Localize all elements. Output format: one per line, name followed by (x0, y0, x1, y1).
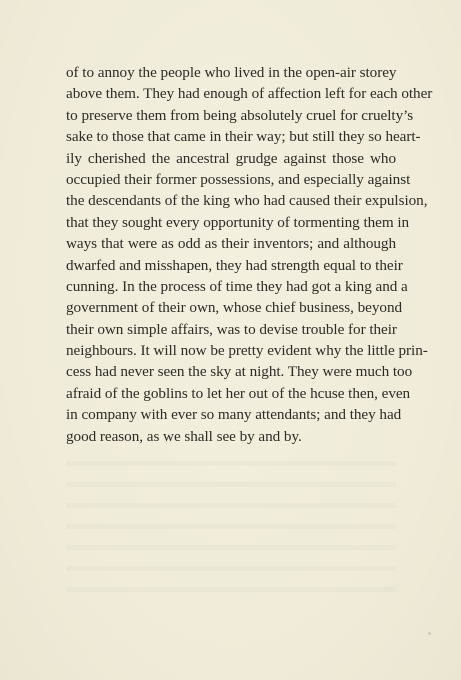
page-text (66, 62, 433, 447)
text-line: above them. They had enough of affection left for each other (66, 85, 433, 103)
show-through-text (66, 452, 396, 592)
text-line: cess had never seen the sky at night. They were much too (66, 363, 413, 381)
text-line: to preserve them from being absolutely cruel for cruelty’s (66, 106, 414, 124)
text-line: afraid of the goblins to let her out of the hcuse then, even (66, 384, 411, 402)
text-line: the descendants of the king who had caused their expulsion, (66, 192, 428, 210)
text-line: sake to those that came in their way; but still they so heart- (66, 128, 421, 146)
paper-speck (428, 632, 431, 635)
text-line: ily cherished the ancestral grudge against those who (66, 149, 396, 167)
text-line: ways that were as odd as their inventors; and although (66, 235, 396, 253)
text-line: neighbours. It will now be pretty evident why the little prin- (66, 342, 428, 360)
text-line: cunning. In the process of time they had got a king and a (66, 277, 408, 295)
text-line: occupied their former possessions, and especially against (66, 170, 411, 188)
text-line: that they sought every opportunity of tormenting them in (66, 213, 410, 231)
text-line: government of their own, whose chief business, beyond (66, 299, 403, 317)
text-line: in company with ever so many attendants; and they had (66, 406, 402, 424)
text-line: of to annoy the people who lived in the open-air storey (66, 64, 397, 81)
text-line: dwarfed and misshapen, they had strength equal to their (66, 256, 403, 274)
text-line-last: good reason, as we shall see by and by. (66, 427, 302, 445)
text-line: their own simple affairs, was to devise trouble for their (66, 320, 397, 338)
